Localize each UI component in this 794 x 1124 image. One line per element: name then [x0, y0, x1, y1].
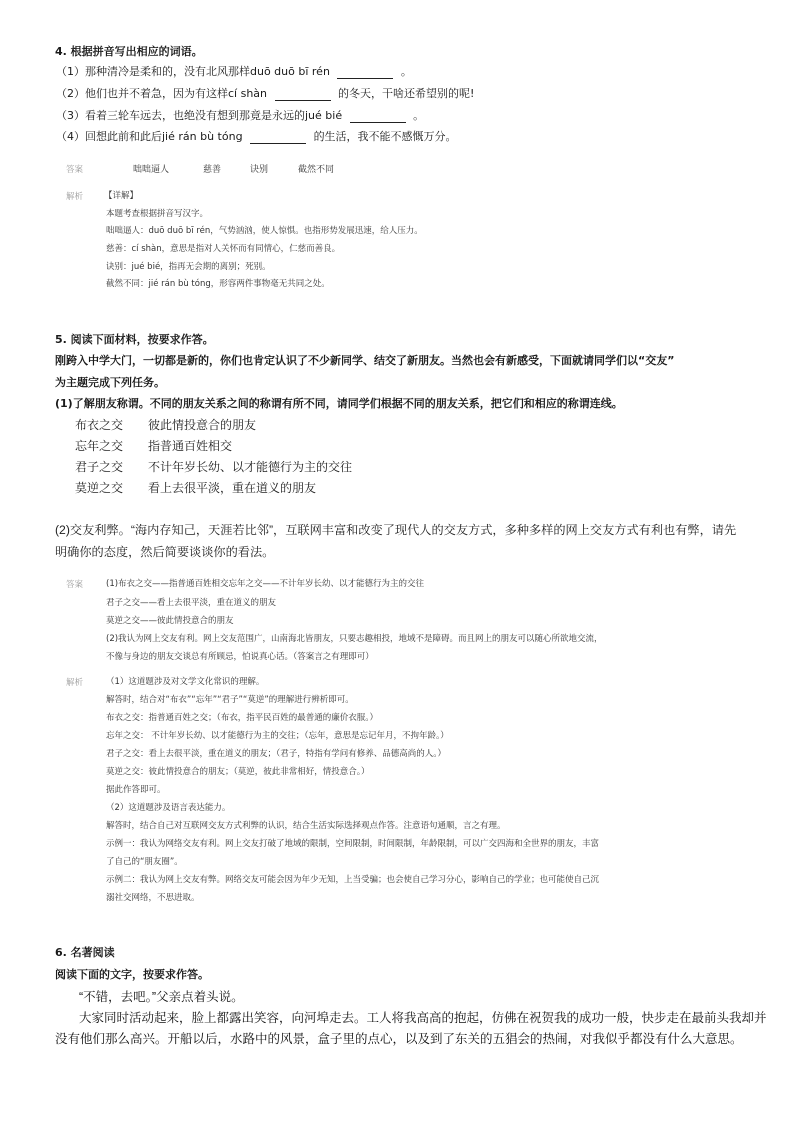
q5-answer-tag: 答案 — [66, 580, 84, 590]
q4-answer-3: 诀别 — [250, 165, 269, 175]
q5-analysis-line-6: 莫逆之交：彼此情投意合的朋友；（莫逆，彼此非常相好，情投意合。） — [106, 767, 370, 777]
q4-item-3-end: 。 — [413, 109, 425, 122]
pair-right-3[interactable]: 不计年岁长幼、以才能德行为主的交往 — [148, 460, 353, 474]
q4-item-2-end: 的冬天，干啥还希望别的呢! — [338, 87, 475, 100]
pair-right-1[interactable]: 彼此情投意合的朋友 — [148, 418, 257, 432]
q5-analysis-line-4: 忘年之交： 不计年岁长幼、以才能德行为主的交往；（忘年，意思是忘记年月，不拘年龄。） — [106, 731, 449, 741]
pair-left-4[interactable]: 莫逆之交 — [75, 481, 124, 495]
q4-item-4-text: （4）回想此前和此后jié rán bù tóng — [56, 130, 243, 143]
q4-analysis-line-2: 本题考查根据拼音写汉字。 — [106, 209, 209, 219]
q6-paragraph-2-line-1: 大家同时活动起来，脸上都露出笑容，向河埠走去。工人将我高高的抱起，仿佛在祝贺我的成功一般，快步走在最前头我却并 — [79, 1011, 767, 1025]
q5-answer-line-3: 莫逆之交——彼此情投意合的朋友 — [106, 616, 234, 626]
q4-item-4-end: 的生活，我不能不感慨万分。 — [313, 130, 457, 143]
q5-answer-line-5: 不像与身边的朋友交谈总有所顾忌，怕说真心话。（答案言之有理即可） — [106, 652, 374, 662]
q4-answer-4: 截然不同 — [298, 165, 335, 175]
q5-intro-line-1: 刚跨入中学大门，一切都是新的，你们也肯定认识了不少新同学、结交了新朋友。当然也会有新感受，下面就请同学们以“交友” — [55, 354, 675, 367]
q5-sub2-line-2: 明确你的态度，然后简要谈谈你的看法。 — [55, 545, 275, 559]
pair-left-3[interactable]: 君子之交 — [75, 460, 124, 474]
q5-analysis-line-7: 据此作答即可。 — [106, 785, 166, 795]
q4-item-1 — [56, 63, 412, 79]
q5-analysis-line-3: 布衣之交：指普通百姓之交；（布衣，指平民百姓的最普通的廉价衣服。） — [106, 713, 379, 723]
q4-item-1-text: （1）那种清冷是柔和的，没有北风那样duō duō bī rén — [56, 65, 330, 78]
q4-item-4 — [56, 128, 457, 144]
q4-blank-1[interactable] — [337, 66, 393, 79]
q4-item-2-text: （2）他们也并不着急，因为有这样cí shàn — [56, 87, 268, 100]
pair-left-2[interactable]: 忘年之交 — [75, 439, 124, 453]
q4-blank-3[interactable] — [350, 110, 406, 123]
q4-answer-2: 慈善 — [203, 165, 222, 175]
q4-item-1-end: 。 — [400, 65, 412, 78]
q4-analysis-line-6: 截然不同：jié rán bù tóng，形容两件事物毫无共同之处。 — [106, 279, 330, 289]
q6-instruction: 阅读下面的文字，按要求作答。 — [55, 968, 209, 981]
q5-answer-line-1: (1)布衣之交——指普通百姓相交忘年之交——不计年岁长幼、以才能德行为主的交往 — [106, 579, 425, 589]
q6-title: 6. 名著阅读 — [55, 946, 115, 959]
q4-blank-4[interactable] — [250, 131, 306, 144]
q5-answer-line-2: 君子之交——看上去很平淡，重在道义的朋友 — [106, 598, 277, 608]
q5-analysis-line-10: 示例一：我认为网络交友有利。网上交友打破了地域的限制，空间限制，时间限制，年龄限制，可以广交四海和全世界的朋友，丰富 — [106, 839, 600, 849]
q4-analysis-line-1: 【详解】 — [104, 191, 139, 201]
q5-sub1: (1)了解朋友称谓。不同的朋友关系之间的称谓有所不同，请同学们根据不同的朋友关系，把它们和相应的称谓连线。 — [55, 397, 623, 410]
q5-analysis-line-5: 君子之交：看上去很平淡，重在道义的朋友；（君子，特指有学问有修养、品德高尚的人。） — [106, 749, 447, 759]
q4-analysis-line-4: 慈善：cí shàn，意思是指对人关怀而有同情心，仁慈而善良。 — [106, 244, 341, 254]
q4-analysis-line-5: 诀别：jué bié，指再无会期的离别；死别。 — [106, 262, 271, 272]
q4-blank-2[interactable] — [275, 88, 331, 101]
q4-item-3-text: （3）看着三轮车远去，也绝没有想到那竟是永远的jué bié — [56, 109, 343, 122]
q5-intro-line-2: 为主题完成下列任务。 — [55, 376, 165, 389]
q5-title: 5. 阅读下面材料，按要求作答。 — [55, 333, 214, 346]
q4-item-2 — [56, 85, 474, 101]
pair-right-2[interactable]: 指普通百姓相交 — [148, 439, 233, 453]
pair-left-1[interactable]: 布衣之交 — [75, 418, 124, 432]
q5-analysis-line-9: 解答时，结合自己对互联网交友方式利弊的认识，结合生活实际选择观点作答。注意语句通顺，言之有理。 — [106, 821, 506, 831]
q5-analysis-line-1: （1）这道题涉及对文学文化常识的理解。 — [106, 677, 265, 687]
q5-answer-line-4: (2)我认为网上交友有利。网上交友范围广，山南海北皆朋友，只要志趣相投，地域不是障碍。而且网上的朋友可以随心所欲地交流， — [106, 634, 603, 644]
q4-title: 4. 根据拼音写出相应的词语。 — [55, 45, 203, 58]
q4-answer-1: 咄咄逼人 — [133, 165, 170, 175]
q6-paragraph-2-line-2: 没有他们那么高兴。开船以后，水路中的风景，盒子里的点心，以及到了东关的五猖会的热闹，对我似乎都没有什么大意思。 — [55, 1032, 743, 1046]
q5-analysis-tag: 解析 — [66, 678, 84, 688]
q4-item-3 — [56, 107, 424, 123]
q5-analysis-line-8: （2）这道题涉及语言表达能力。 — [106, 803, 231, 813]
q4-analysis-line-3: 咄咄逼人：duō duō bī rén，气势汹汹，使人惊惧。也指形势发展迅速，给人压力。 — [106, 226, 423, 236]
q5-analysis-line-13: 溺社交网络，不思进取。 — [106, 893, 200, 903]
q5-sub2-line-1: (2)交友利弊。“海内存知己，天涯若比邻”，互联网丰富和改变了现代人的交友方式，多种多样的网上交友方式有利也有弊，请先 — [55, 523, 737, 537]
q5-analysis-line-2: 解答时，结合对“布衣”“忘年”“君子”“莫逆”的理解进行辨析即可。 — [106, 695, 354, 705]
q5-analysis-line-11: 了自己的“朋友圈”。 — [106, 857, 183, 867]
q4-answer-tag: 答案 — [66, 165, 84, 175]
q6-paragraph-1: “不错，去吧。”父亲点着头说。 — [79, 990, 244, 1004]
pair-right-4[interactable]: 看上去很平淡，重在道义的朋友 — [148, 481, 317, 495]
q5-analysis-line-12: 示例二：我认为网上交友有弊。网络交友可能会因为年少无知，上当受骗；也会使自己学习分心，影响自己的学业；也可能使自己沉 — [106, 875, 600, 885]
q4-analysis-tag: 解析 — [66, 192, 84, 202]
